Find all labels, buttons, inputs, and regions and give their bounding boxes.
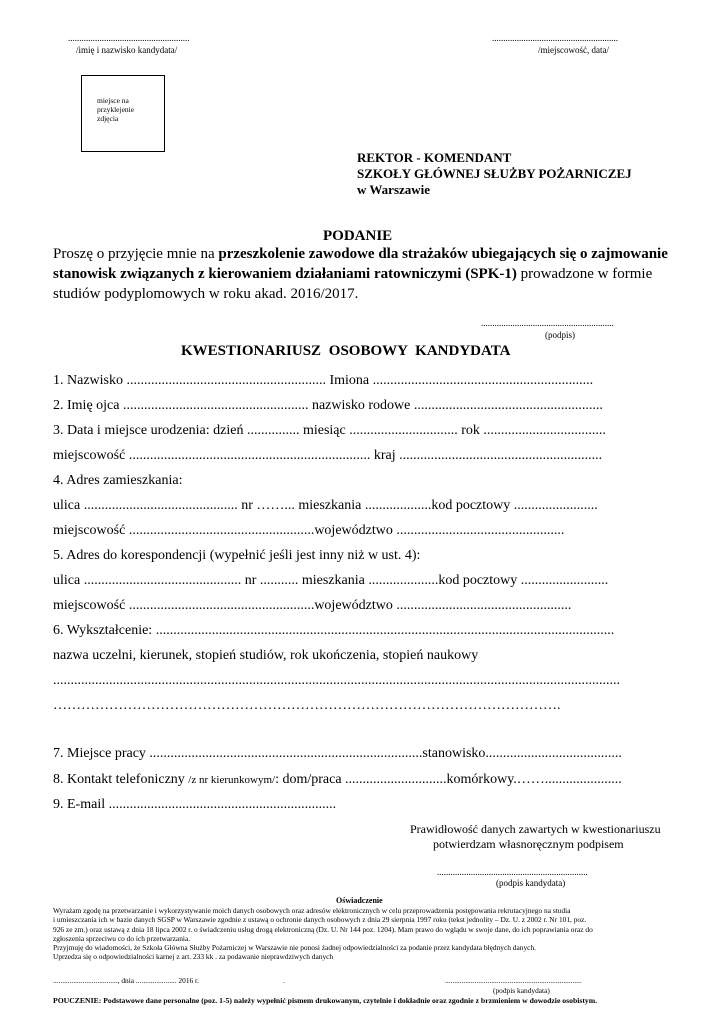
addressee-line-1: REKTOR - KOMENDANT xyxy=(357,150,512,165)
addressee-line-3: w Warszawie xyxy=(357,182,431,197)
field-birth-place[interactable]: miejscowość ..................................................................... kraj .......................................................... xyxy=(53,448,603,463)
phone-label: 8. Kontakt telefoniczny xyxy=(53,772,189,787)
field-education-line-1[interactable]: .................................................................................................................................................................. xyxy=(53,673,620,688)
field-corr-city[interactable]: miejscowość .....................................................województwo .................................................. xyxy=(53,598,572,613)
form-title: KWESTIONARIUSZ OSOBOWY KANDYDATA xyxy=(181,343,511,359)
podanie-text-1b: przeszkolenie zawodowe dla strażaków ubiegających się o zajmowanie xyxy=(218,246,668,262)
declaration-line-5: Przyjmuję do wiadomości, że Szkoła Główna Służby Pożarniczej w Warszawie nie ponosi żadnej odpowiedzialności za podanie przez kandydata błędnych danych. xyxy=(53,943,536,953)
declaration-text xyxy=(53,906,593,962)
declaration-title: Oświadczenie xyxy=(336,896,383,905)
confirm-sign-dots[interactable]: ................................................................... xyxy=(437,867,588,877)
addressee-line-2: SZKOŁY GŁÓWNEJ SŁUŻBY POŻARNICZEJ xyxy=(357,166,632,181)
podanie-line-2 xyxy=(53,266,652,283)
declaration-line-6: Uprzedza się o odpowiedzialności karnej z art. 233 kk . za podawanie nieprawdziwych danych xyxy=(53,952,334,962)
name-label: /imię i nazwisko kandydata/ xyxy=(76,45,178,55)
field-address-city[interactable]: miejscowość .....................................................województwo ................................................ xyxy=(53,523,565,538)
field-education-hint: nazwa uczelni, kierunek, stopień studiów, rok ukończenia, stopień naukowy xyxy=(53,648,479,663)
declaration-dot: . xyxy=(283,976,285,985)
declaration-line-2: i umieszczania ich w bazie danych SGSP w Warszawie zgodnie z ustawą o ochronie danych osobowych z dnia 29 sierpnia 1997 roku (tekst jednolity – Dz. U. z 2002 r. Nr 101, poz. xyxy=(53,915,587,925)
field-birth-date[interactable]: 3. Data i miejsce urodzenia: dzień ............... miesiąc ............................... rok ................................... xyxy=(53,423,606,438)
field-education[interactable]: 6. Wykształcenie: ................................................................................................................................... xyxy=(53,623,615,638)
podanie-line-1 xyxy=(53,246,673,263)
phone-hint: /z nr kierunkowym/ xyxy=(188,774,276,786)
declaration-sign-dots[interactable]: .......................................................................... xyxy=(445,976,582,985)
podanie-line-3: studiów podyplomowych w roku akad. 2016/2017. xyxy=(53,286,359,302)
podanie-text-2a: stanowisk związanych z kierowaniem działaniami ratowniczymi (SPK-1) xyxy=(53,266,517,282)
phone-fields[interactable]: : dom/praca .............................komórkowy.……...................... xyxy=(275,772,622,787)
field-email[interactable]: 9. E-mail ................................................................. xyxy=(53,797,337,812)
footer-note-text: Podstawowe dane personalne (poz. 1-5) należy wypełnić pismem drukowanym, czytelnie i dokładnie oraz zgodnie z brzmieniem w dowodzie osobistym. xyxy=(101,996,598,1005)
footer-note-label: POUCZENIE: xyxy=(53,996,102,1005)
podanie-text-2b: prowadzone w formie xyxy=(516,266,653,282)
podanie-text-1a: Proszę o przyjęcie mnie na xyxy=(53,246,219,262)
podanie-sign-label: (podpis) xyxy=(545,330,575,340)
podanie-title: PODANIE xyxy=(323,228,393,244)
place-date-label: /miejscowość, data/ xyxy=(538,45,609,55)
field-surname-name[interactable]: 1. Nazwisko ......................................................... Imiona ............................................................... xyxy=(53,373,594,388)
podanie-sign-dots[interactable]: ........................................................... xyxy=(481,318,614,328)
confirm-line-1: Prawidłowość danych zawartych w kwestionariuszu xyxy=(410,822,661,836)
footer-note xyxy=(53,996,597,1005)
field-corr-heading: 5. Adres do korespondencji (wypełnić jeśli jest inny niż w ust. 4): xyxy=(53,548,421,563)
declaration-line-3: 926 ze zm.) oraz ustawą z dnia 18 lipca 2002 r. o świadczeniu usług drogą elektroniczną (Dz. U. Nr 144 poz. 1204). Mam prawo do wglądu w swoje dane, do ich poprawiania oraz do xyxy=(53,924,593,934)
photo-box xyxy=(81,75,165,152)
declaration-line-1: Wyrażam zgodę na przetwarzanie i wykorzystywanie moich danych osobowych oraz adresów elektronicznych w celu przeprowadzenia postępowania rekrutacyjnego na studia xyxy=(53,906,571,915)
confirm-sign-label: (podpis kandydata) xyxy=(496,878,566,888)
photo-label: miejsce na przyklejenie zdjęcia xyxy=(97,96,135,123)
field-phone[interactable] xyxy=(53,772,622,788)
field-address-heading: 4. Adres zamieszkania: xyxy=(53,473,183,488)
field-father-maiden[interactable]: 2. Imię ojca ..................................................... nazwisko rodowe ...................................................... xyxy=(53,398,603,413)
confirm-line-2: potwierdzam własnoręcznym podpisem xyxy=(433,837,624,851)
declaration-sign-label: (podpis kandydata) xyxy=(493,986,550,995)
place-date-dots[interactable]: ........................................................ xyxy=(492,33,618,43)
declaration-date[interactable]: ..................................., dnia ...................... 2016 r. xyxy=(53,976,199,985)
declaration-line-4: zgłoszenia sprzeciwu co do ich przetwarzania. xyxy=(53,933,191,943)
field-address-street[interactable]: ulica ............................................ nr ……... mieszkania ...................kod pocztowy ........................ xyxy=(53,498,598,513)
name-dots[interactable]: ...................................................... xyxy=(68,33,190,43)
field-corr-street[interactable]: ulica ............................................. nr ........... mieszkania ....................kod pocztowy ......................... xyxy=(53,573,609,588)
field-education-line-2[interactable]: ………………………………………………………………………………………………. xyxy=(53,698,561,713)
field-workplace[interactable]: 7. Miejsce pracy ..............................................................................stanowisko....................................... xyxy=(53,746,622,761)
